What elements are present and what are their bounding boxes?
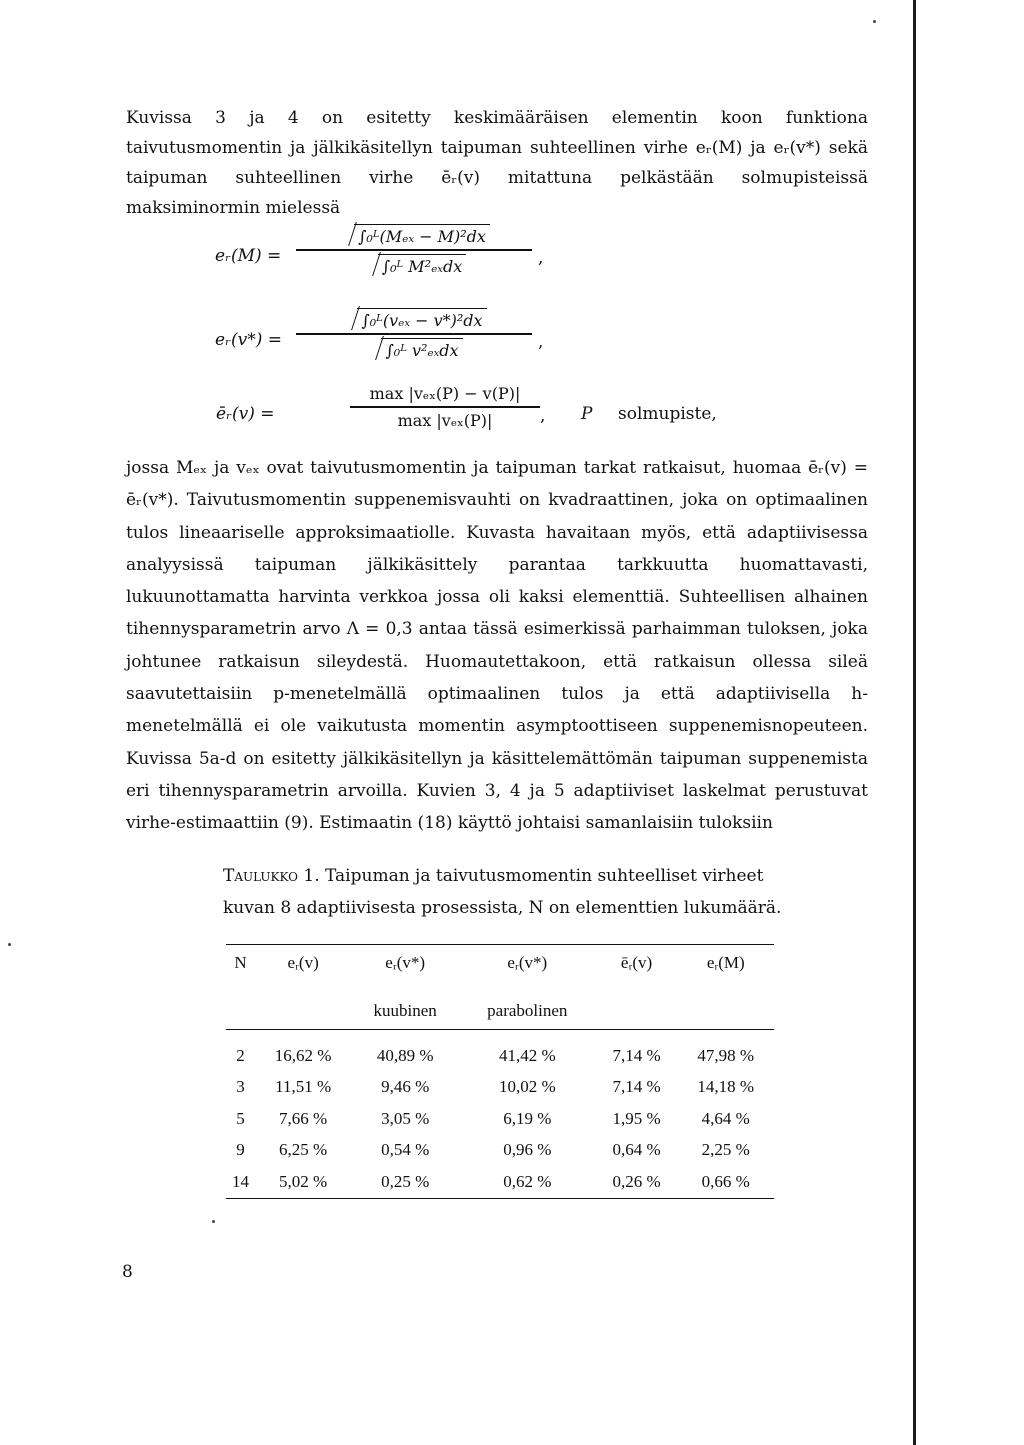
table-caption xyxy=(223,860,783,924)
eq2-fraction xyxy=(296,308,532,360)
subheader-cell xyxy=(596,1001,678,1030)
cell-n: 3 xyxy=(236,1077,245,1097)
cell-n: 9 xyxy=(236,1140,245,1160)
intro-paragraph: Kuvissa 3 ja 4 on esitetty keskimääräisen elementin koon funktiona taivutusmomentin ja jälkikäsitellyn taipuman suhteellinen virhe eᵣ(M) ja eᵣ(v*) sekä taipuman suhteellinen virhe ēᵣ(v) mitattuna pelkästään solmupisteissä maksiminormin mielessä xyxy=(126,108,868,218)
cell-value: 14,18 % xyxy=(697,1077,755,1097)
subheader-cell xyxy=(226,1001,255,1030)
cell-value: 0,25 % xyxy=(351,1166,459,1198)
cell-value: 0,26 % xyxy=(596,1166,678,1198)
cell-value: 11,51 % xyxy=(275,1077,332,1097)
caption-line-1: Taipuman ja taivutusmomentin suhteelliset virheet xyxy=(325,866,764,886)
subheader-cell xyxy=(255,1001,351,1030)
eq1-comma: , xyxy=(538,248,544,268)
scan-speck xyxy=(8,943,11,946)
subheader-parabolic: parabolinen xyxy=(459,1001,596,1030)
eq1-denominator: ∫₀ᴸ M²ₑₓdx xyxy=(378,254,466,276)
cell-value: 0,64 % xyxy=(612,1140,661,1160)
cell-value: 7,66 % xyxy=(279,1108,328,1128)
cell-value: 0,62 % xyxy=(459,1166,596,1198)
col-header-er-vstar-parabolic: eᵣ(v*) xyxy=(459,945,596,1002)
caption-label: Taulukko 1. xyxy=(223,866,320,886)
scan-speck xyxy=(873,20,876,23)
cell-value: 6,25 % xyxy=(279,1140,328,1160)
cell-value: 0,66 % xyxy=(678,1166,774,1198)
eq2-numerator: ∫₀ᴸ(vₑₓ − v*)²dx xyxy=(357,308,486,330)
cell-value: 7,14 % xyxy=(612,1045,661,1065)
cell-value: 5,02 % xyxy=(255,1166,351,1198)
col-header-er-m: eᵣ(M) xyxy=(678,945,774,1002)
cell-value: 7,14 % xyxy=(612,1077,661,1097)
eq3-node-variable: P xyxy=(581,404,593,424)
page-number: 8 xyxy=(122,1262,133,1282)
col-header-er-v: eᵣ(v) xyxy=(255,945,351,1002)
cell-value: 10,02 % xyxy=(498,1077,556,1097)
caption-line-2: kuvan 8 adaptiivisesta prosessista, N on elementtien lukumäärä. xyxy=(223,898,782,918)
eq2-lhs: eᵣ(v*) = xyxy=(215,330,282,350)
table-header-row xyxy=(226,945,774,1002)
table-row xyxy=(226,1072,774,1104)
eq3-fraction xyxy=(350,384,540,430)
eq2-denominator: ∫₀ᴸ v²ₑₓdx xyxy=(381,338,462,360)
eq3-node-label: solmupiste, xyxy=(618,404,717,424)
cell-value: 16,62 % xyxy=(274,1045,332,1065)
scan-edge-line xyxy=(913,0,916,1445)
cell-value: 41,42 % xyxy=(498,1045,556,1065)
body-paragraph: jossa Mₑₓ ja vₑₓ ovat taivutusmomentin ja taipuman tarkat ratkaisut, huomaa ēᵣ(v) = ēᵣ(v*). Taivutusmomentin suppenemisvauhti on kvadraattinen, joka on optimaalinen tulos lineaariselle approksimaatiolle. Kuvasta havaitaan myös, että adaptiivisessa analyysissä taipuman jälkikäsittely parantaa tarkkuutta huomattavasti, lukuunottamatta harvinta verkkoa jossa oli kaksi elementtiä. Suhteellisen alhainen tihennysparametrin arvo Λ = 0,3 antaa tässä esimerkissä parhaimman tuloksen, joka johtunee ratkaisun sileydestä. Huomautettakoon, että ratkaisun ollessa sileä saavutettaisiin p-menetelmällä optimaalinen tulos ja että adaptiivisella h-menetelmällä ei ole vaikutusta momentin asymptoottiseen suppenemisnopeuteen. Kuvissa 5a-d on esitetty jälkikäsitellyn ja käsittelemättömän taipuman suppenemista eri tihennysparametrin arvoilla. Kuvien 3, 4 ja 5 adaptiiviset laskelmat perustuvat virhe-estimaattiin (9). Estimaatin (18) käyttö johtaisi samanlaisiin tuloksiin xyxy=(126,458,868,834)
eq1-fraction xyxy=(296,224,532,276)
eq3-lhs: ēᵣ(v) = xyxy=(216,404,275,424)
table-row xyxy=(226,1103,774,1135)
table-subheader-row xyxy=(226,1001,774,1030)
eq3-denominator: max |vₑₓ(P)| xyxy=(397,410,493,430)
eq1-numerator: ∫₀ᴸ(Mₑₓ − M)²dx xyxy=(354,224,490,246)
cell-value: 9,46 % xyxy=(381,1077,430,1097)
eq1-lhs: eᵣ(M) = xyxy=(215,246,282,266)
cell-n: 5 xyxy=(236,1108,245,1128)
eq3-comma: , xyxy=(540,406,546,426)
cell-value: 0,96 % xyxy=(503,1140,552,1160)
table-row xyxy=(226,1135,774,1167)
cell-value: 6,19 % xyxy=(503,1108,552,1128)
cell-value: 1,95 % xyxy=(612,1108,661,1128)
cell-value: 40,89 % xyxy=(376,1045,434,1065)
table-row xyxy=(226,1040,774,1072)
col-header-er-vstar-cubic: eᵣ(v*) xyxy=(351,945,459,1002)
cell-n: 14 xyxy=(226,1166,255,1198)
col-header-n: N xyxy=(226,945,255,1002)
cell-value: 4,64 % xyxy=(701,1108,750,1128)
scan-speck xyxy=(212,1220,215,1223)
eq2-comma: , xyxy=(538,332,544,352)
cell-n: 2 xyxy=(236,1045,245,1065)
cell-value: 2,25 % xyxy=(701,1140,750,1160)
col-header-er-bar-v: ēᵣ(v) xyxy=(596,945,678,1002)
cell-value: 3,05 % xyxy=(381,1108,430,1128)
table-row xyxy=(226,1166,774,1198)
subheader-cubic: kuubinen xyxy=(351,1001,459,1030)
subheader-cell xyxy=(678,1001,774,1030)
eq3-numerator: max |vₑₓ(P) − v(P)| xyxy=(369,384,521,403)
cell-value: 0,54 % xyxy=(381,1140,430,1160)
error-table xyxy=(226,944,774,1199)
cell-value: 47,98 % xyxy=(697,1045,755,1065)
